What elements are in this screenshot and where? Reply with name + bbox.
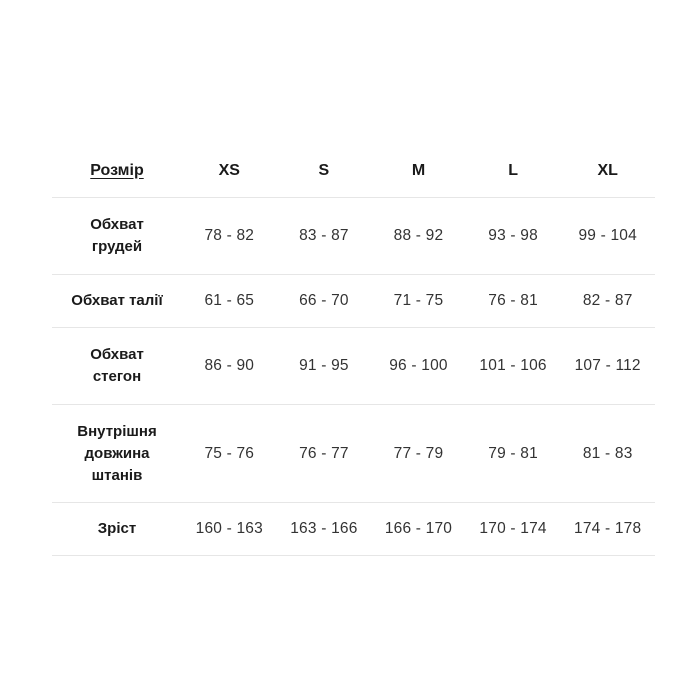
header-size-label: Розмір: [52, 144, 182, 198]
row-label-hips: [52, 328, 182, 405]
table-cell: 77 - 79: [371, 405, 466, 503]
table-cell: 71 - 75: [371, 275, 466, 328]
row-label-line: штанів: [91, 466, 143, 484]
table-cell: 75 - 76: [182, 405, 277, 503]
table-cell: 170 - 174: [466, 503, 561, 556]
row-label-chest: [52, 198, 182, 275]
row-label-line: довжина: [84, 444, 150, 462]
table-cell: 174 - 178: [560, 503, 655, 556]
header-size-xs: XS: [182, 144, 277, 198]
table-cell: 76 - 77: [277, 405, 372, 503]
table-cell: 107 - 112: [560, 328, 655, 405]
row-label-inseam: [52, 405, 182, 503]
table-cell: 61 - 65: [182, 275, 277, 328]
table-cell: 166 - 170: [371, 503, 466, 556]
table-cell: 82 - 87: [560, 275, 655, 328]
table-cell: 79 - 81: [466, 405, 561, 503]
table-cell: 81 - 83: [560, 405, 655, 503]
header-row: [52, 144, 655, 198]
row-label-line: стегон: [92, 368, 142, 385]
table-cell: 86 - 90: [182, 328, 277, 405]
table-cell: 99 - 104: [560, 198, 655, 275]
table-cell: 160 - 163: [182, 503, 277, 556]
row-label-height: [52, 503, 182, 556]
table-cell: 96 - 100: [371, 328, 466, 405]
table-row-chest: [52, 198, 655, 275]
header-size-xl: XL: [560, 144, 655, 198]
row-label-line: Внутрішня: [77, 422, 157, 440]
table-cell: 91 - 95: [277, 328, 372, 405]
row-label-line: Обхват: [90, 216, 144, 233]
header-size-m: M: [371, 144, 466, 198]
row-label-line: Обхват талії: [71, 292, 163, 309]
table-cell: 88 - 92: [371, 198, 466, 275]
table-cell: 76 - 81: [466, 275, 561, 328]
table-cell: 163 - 166: [277, 503, 372, 556]
table-row-height: [52, 503, 655, 556]
table-cell: 93 - 98: [466, 198, 561, 275]
table-row-waist: [52, 275, 655, 328]
table-cell: 101 - 106: [466, 328, 561, 405]
header-size-l: L: [466, 144, 561, 198]
table-cell: 83 - 87: [277, 198, 372, 275]
table-cell: 66 - 70: [277, 275, 372, 328]
table-row-inseam: [52, 405, 655, 503]
row-label-line: Обхват: [90, 346, 144, 363]
row-label-waist: [52, 275, 182, 328]
row-label-line: Зріст: [97, 520, 137, 537]
size-chart-table: [52, 144, 655, 556]
header-size-s: S: [277, 144, 372, 198]
row-label-line: грудей: [91, 238, 143, 255]
table-cell: 78 - 82: [182, 198, 277, 275]
table-row-hips: [52, 328, 655, 405]
